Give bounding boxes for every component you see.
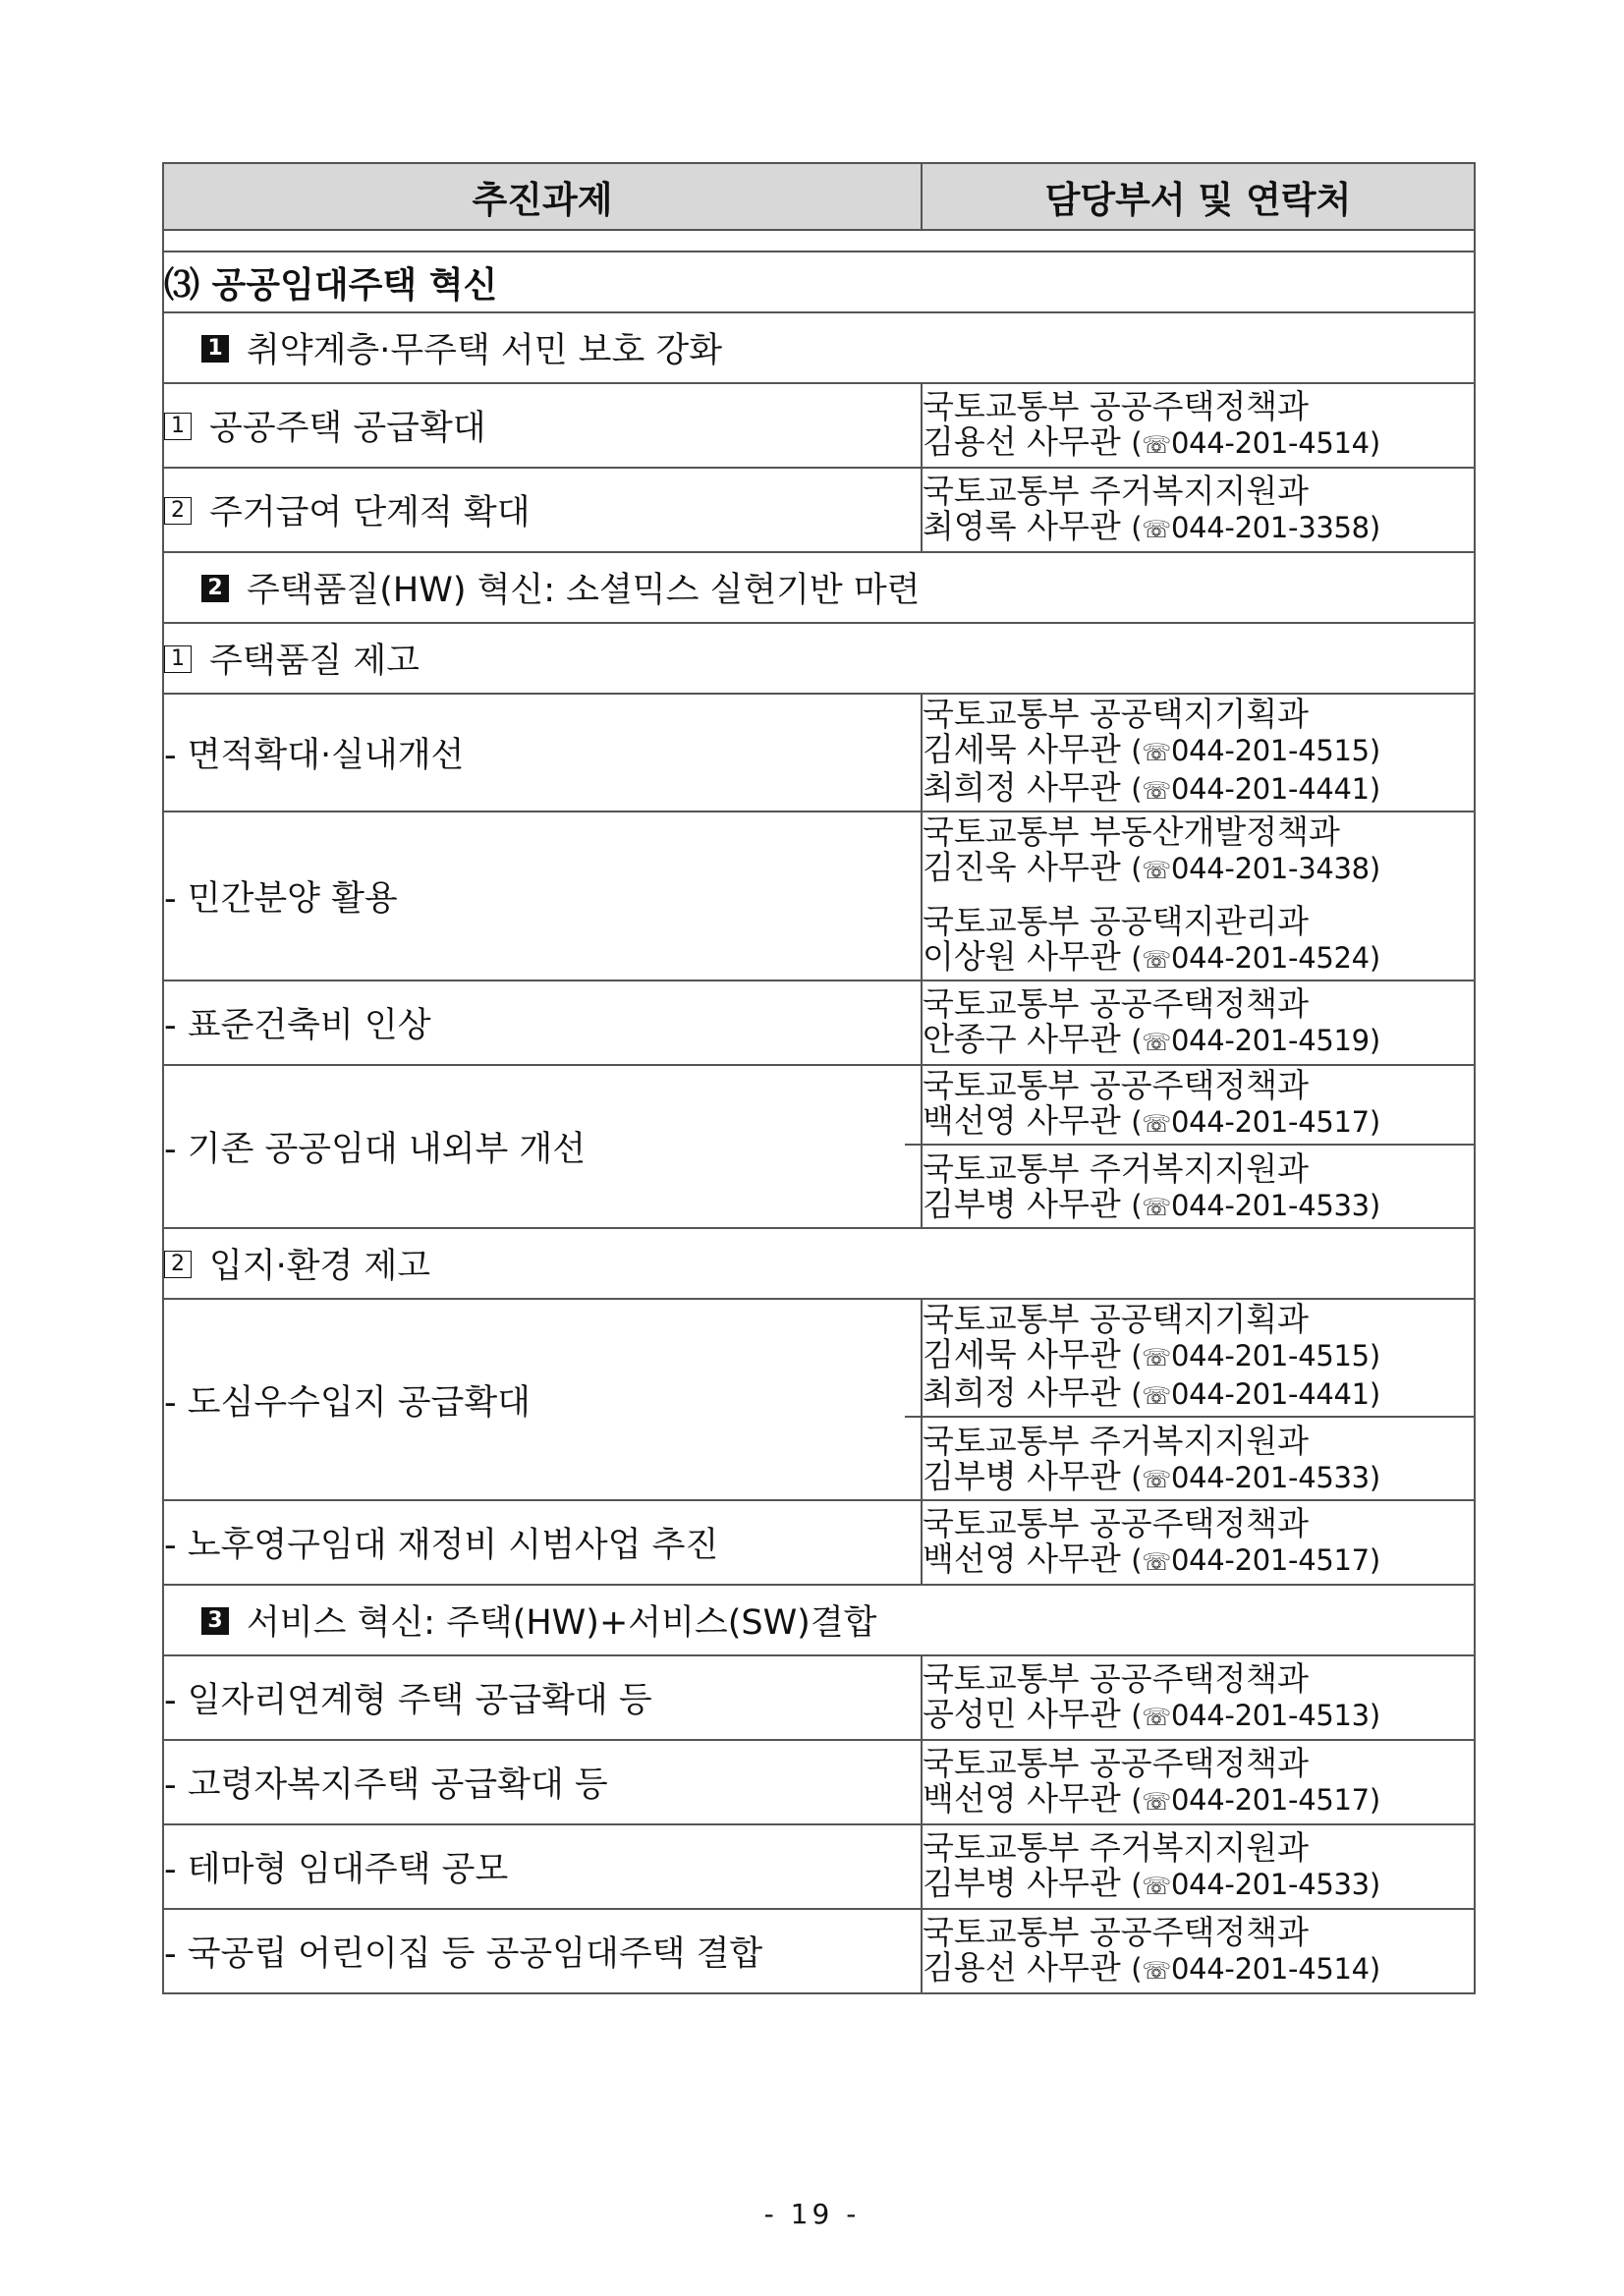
- task-cell: [163, 1655, 922, 1740]
- group-row: [163, 312, 1475, 383]
- phone-icon: ☏: [1142, 1872, 1171, 1900]
- contact-person: [923, 1337, 1474, 1375]
- task-cell: [163, 980, 922, 1065]
- phone-icon: ☏: [1142, 739, 1171, 766]
- person-name: 김세묵 사무관: [923, 1335, 1132, 1373]
- contact-cell: [922, 812, 1475, 980]
- subgroup-row-title: [163, 623, 1475, 694]
- phone-icon: ☏: [1142, 1110, 1171, 1138]
- contact-cell: [922, 1299, 1475, 1500]
- phone-icon: ☏: [1142, 1787, 1171, 1816]
- phone-icon: ☏: [1142, 1344, 1171, 1372]
- phone-number: (☏044-201-3438): [1131, 852, 1380, 885]
- task-title: - 노후영구임대 재정비 시범사업 추진: [164, 1526, 719, 1565]
- contact-person: [923, 1541, 1474, 1580]
- phone-number: (☏044-201-4517): [1131, 1105, 1380, 1139]
- contact-group: [923, 1828, 1474, 1906]
- contact-person: [923, 1187, 1474, 1225]
- contact-cell: [922, 1500, 1475, 1585]
- department-name: 국토교통부 공공주택정책과: [923, 386, 1310, 425]
- phone-number: (☏044-201-4524): [1131, 941, 1380, 975]
- boxed-number-marker: 1: [164, 413, 192, 440]
- department-name: 국토교통부 공공주택정책과: [923, 983, 1310, 1023]
- task-cell: [163, 694, 922, 812]
- task-cell: [163, 383, 922, 468]
- task-cell: [163, 468, 922, 552]
- phone-icon: ☏: [1142, 1194, 1171, 1221]
- person-name: 김부병 사무관: [923, 1863, 1132, 1902]
- task-title: - 도심우수입지 공급확대: [164, 1382, 531, 1423]
- contact-person: [923, 1459, 1474, 1497]
- person-name: 안종구 사무관: [923, 1019, 1132, 1058]
- task-contact-table: [162, 162, 1476, 1994]
- row-title: 입지·환경 제고: [209, 1247, 431, 1286]
- spacer-row: [163, 230, 1475, 252]
- contact-cell: [922, 1655, 1475, 1740]
- task-title: 주거급여 단계적 확대: [209, 493, 531, 532]
- phone-number: (☏044-201-4441): [1131, 772, 1380, 806]
- task-title: - 일자리연계형 주택 공급확대 등: [164, 1681, 652, 1720]
- row-title: 주택품질 제고: [209, 642, 420, 681]
- contact-cell: [922, 1824, 1475, 1909]
- person-name: 이상원 사무관: [923, 937, 1132, 976]
- person-name: 최희정 사무관: [923, 1373, 1132, 1412]
- task-row: [163, 1065, 1475, 1228]
- contact-cell: [922, 1065, 1475, 1228]
- task-title: - 고령자복지주택 공급확대 등: [164, 1765, 608, 1805]
- phone-number: (☏044-201-4515): [1131, 734, 1380, 767]
- phone-icon: ☏: [1142, 1547, 1171, 1576]
- task-row: [163, 1740, 1475, 1824]
- task-cell: [163, 1824, 922, 1909]
- person-name: 김진욱 사무관: [923, 848, 1132, 886]
- person-name: 최희정 사무관: [923, 768, 1132, 807]
- contact-person: [923, 732, 1474, 770]
- person-name: 최영록 사무관: [923, 506, 1132, 545]
- phone-icon: ☏: [1142, 1028, 1171, 1056]
- department-name: 국토교통부 공공택지기획과: [923, 1300, 1310, 1338]
- table-header-row: [163, 163, 1475, 230]
- table-body: [163, 230, 1475, 1993]
- person-name: 김부병 사무관: [923, 1457, 1132, 1495]
- department-name: 국토교통부 주거복지지원과: [923, 471, 1310, 510]
- contact-cell: [922, 980, 1475, 1065]
- department-name: 국토교통부 공공주택정책과: [923, 1743, 1310, 1782]
- department-name: 국토교통부 공공주택정책과: [923, 1066, 1310, 1104]
- contact-person: [923, 1019, 1474, 1060]
- group-row-title: [163, 552, 1475, 623]
- department-name: 국토교통부 주거복지지원과: [923, 1149, 1310, 1188]
- boxed-number-marker: 1: [164, 645, 192, 673]
- boxed-number-marker: 2: [164, 497, 192, 525]
- person-name: 공성민 사무관: [923, 1694, 1132, 1733]
- person-name: 백선영 사무관: [923, 1101, 1132, 1140]
- contact-person: [923, 1375, 1474, 1414]
- phone-number: (☏044-201-3358): [1131, 511, 1380, 544]
- contact-cell: [922, 1909, 1475, 1993]
- task-row: [163, 1299, 1475, 1500]
- phone-number: (☏044-201-4514): [1131, 426, 1380, 460]
- phone-number: (☏044-201-4533): [1131, 1868, 1380, 1901]
- phone-icon: ☏: [1142, 1466, 1171, 1493]
- contact-group: [905, 1416, 1474, 1499]
- subgroup-row: [163, 1228, 1475, 1299]
- task-cell: [163, 1500, 922, 1585]
- task-title: - 면적확대·실내개선: [164, 736, 465, 775]
- task-cell: [163, 812, 922, 980]
- contact-person: [923, 939, 1474, 978]
- department-name: 국토교통부 주거복지지원과: [923, 1827, 1310, 1867]
- task-cell: [163, 1065, 922, 1228]
- department-name: 국토교통부 부동산개발정책과: [923, 812, 1340, 851]
- task-row: [163, 383, 1475, 468]
- task-row: [163, 812, 1475, 980]
- contact-group: [905, 890, 1474, 980]
- row-title: 서비스 혁신: 주택(HW)+서비스(SW)결합: [247, 1603, 877, 1643]
- contact-person: [923, 850, 1474, 888]
- task-title: - 국공립 어린이집 등 공공임대주택 결합: [164, 1934, 763, 1974]
- task-row: [163, 1909, 1475, 1993]
- contact-person: [923, 1103, 1474, 1142]
- task-title: - 표준건축비 인상: [164, 1006, 431, 1045]
- task-row: [163, 468, 1475, 552]
- phone-icon: ☏: [1142, 777, 1171, 805]
- department-name: 국토교통부 주거복지지원과: [923, 1422, 1310, 1460]
- phone-icon: ☏: [1142, 857, 1171, 884]
- header-contact: 담당부서 및 연락처: [922, 163, 1475, 230]
- group-row-title: [163, 312, 1475, 383]
- contact-group: [905, 1144, 1474, 1227]
- contact-person: [923, 1694, 1474, 1735]
- person-name: 김세묵 사무관: [923, 730, 1132, 768]
- contact-cell: [922, 1740, 1475, 1824]
- filled-number-marker: 1: [201, 335, 229, 363]
- phone-icon: ☏: [1142, 1703, 1171, 1731]
- header-task: 추진과제: [163, 163, 922, 230]
- person-name: 김용선 사무관: [923, 421, 1132, 461]
- department-name: 국토교통부 공공택지기획과: [923, 695, 1310, 733]
- boxed-number-marker: 2: [164, 1251, 192, 1278]
- department-name: 국토교통부 공공주택정책과: [923, 1658, 1310, 1698]
- contact-group: [923, 1504, 1474, 1582]
- group-row: [163, 552, 1475, 623]
- phone-number: (☏044-201-4513): [1131, 1699, 1380, 1732]
- phone-number: (☏044-201-4519): [1131, 1024, 1380, 1057]
- phone-number: (☏044-201-4533): [1131, 1189, 1380, 1222]
- subgroup-row-title: [163, 1228, 1475, 1299]
- phone-icon: ☏: [1142, 430, 1171, 459]
- contact-group: [923, 1066, 1474, 1144]
- filled-number-marker: 2: [201, 575, 229, 602]
- task-row: [163, 1500, 1475, 1585]
- contact-group: [923, 812, 1474, 890]
- phone-icon: ☏: [1142, 1382, 1171, 1410]
- section-row: [163, 252, 1475, 312]
- task-cell: [163, 1909, 922, 1993]
- subgroup-row: [163, 623, 1475, 694]
- contact-cell: [922, 468, 1475, 552]
- phone-number: (☏044-201-4441): [1131, 1377, 1380, 1411]
- department-name: 국토교통부 공공주택정책과: [923, 1503, 1310, 1542]
- task-title: 공공주택 공급확대: [209, 409, 486, 448]
- section-title: ⑶ 공공임대주택 혁신: [163, 252, 1475, 312]
- phone-number: (☏044-201-4517): [1131, 1543, 1380, 1577]
- contact-person: [923, 506, 1474, 547]
- task-title: - 기존 공공임대 내외부 개선: [164, 1130, 587, 1169]
- contact-group: [923, 387, 1474, 465]
- group-row: [163, 1585, 1475, 1655]
- phone-number: (☏044-201-4514): [1131, 1952, 1380, 1986]
- phone-number: (☏044-201-4515): [1131, 1339, 1380, 1372]
- contact-person: [923, 421, 1474, 463]
- row-title: 취약계층·무주택 서민 보호 강화: [247, 331, 723, 370]
- person-name: 김부병 사무관: [923, 1185, 1132, 1223]
- contact-cell: [922, 383, 1475, 468]
- task-title: - 테마형 임대주택 공모: [164, 1850, 509, 1889]
- person-name: 백선영 사무관: [923, 1539, 1132, 1578]
- row-title: 주택품질(HW) 혁신: 소셜믹스 실현기반 마련: [247, 571, 921, 610]
- task-cell: [163, 1299, 922, 1500]
- contact-group: [923, 472, 1474, 549]
- task-row: [163, 980, 1475, 1065]
- page-number: - 19 -: [763, 2198, 861, 2230]
- phone-number: (☏044-201-4517): [1131, 1783, 1380, 1817]
- contact-person: [923, 1947, 1474, 1988]
- contact-person: [923, 1863, 1474, 1904]
- group-row-title: [163, 1585, 1475, 1655]
- task-row: [163, 694, 1475, 812]
- contact-group: [923, 984, 1474, 1062]
- phone-number: (☏044-201-4533): [1131, 1461, 1380, 1494]
- phone-icon: ☏: [1142, 946, 1171, 974]
- person-name: 백선영 사무관: [923, 1778, 1132, 1818]
- department-name: 국토교통부 공공주택정책과: [923, 1912, 1310, 1951]
- contact-group: [923, 695, 1474, 811]
- task-row: [163, 1655, 1475, 1740]
- contact-group: [923, 1300, 1474, 1416]
- department-name: 국토교통부 공공택지관리과: [923, 902, 1310, 940]
- filled-number-marker: 3: [201, 1607, 229, 1635]
- contact-cell: [922, 694, 1475, 812]
- task-title: - 민간분양 활용: [164, 879, 398, 919]
- contact-person: [923, 1778, 1474, 1820]
- task-cell: [163, 1740, 922, 1824]
- contact-group: [923, 1913, 1474, 1990]
- task-row: [163, 1824, 1475, 1909]
- contact-person: [923, 770, 1474, 809]
- contact-group: [923, 1659, 1474, 1737]
- person-name: 김용선 사무관: [923, 1947, 1132, 1987]
- phone-icon: ☏: [1142, 1956, 1171, 1985]
- contact-group: [923, 1744, 1474, 1821]
- phone-icon: ☏: [1142, 515, 1171, 543]
